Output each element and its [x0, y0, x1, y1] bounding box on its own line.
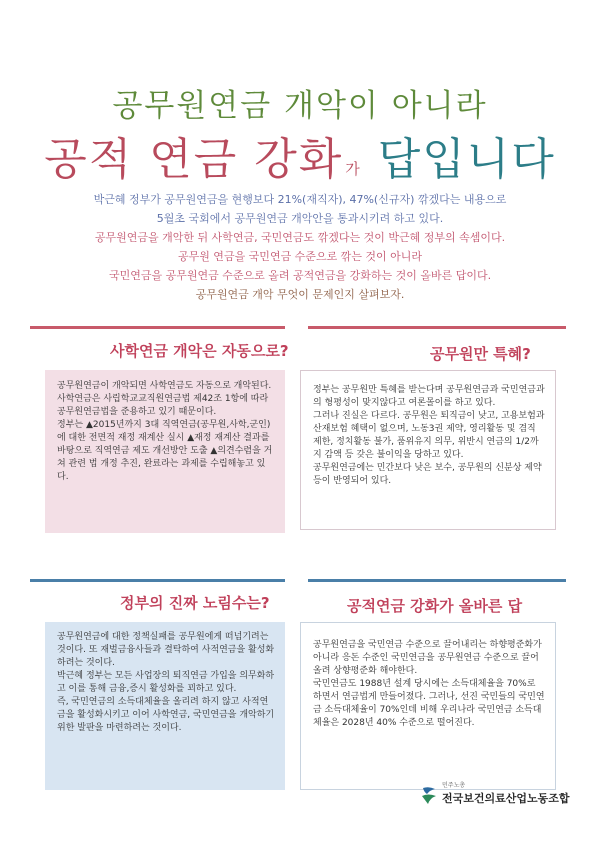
- title-teal-text: 답입니다: [377, 134, 556, 185]
- section-paragraph: 공무원연금을 국민연금 수준으로 끌어내리는 하향평준화가 아니라 응돈 수준인 국민연금을 공무원연금 수준으로 끌어올려 상향평준화 해야한다.: [313, 640, 542, 676]
- section-paragraph: 정부는 공무원만 특혜를 받는다며 공무원연금과 국민연금과의 형평성이 맞지않다고 여론몰이를 하고 있다.: [313, 385, 545, 408]
- intro-line: 박근혜 정부가 공무원연금을 현행보다 21%(재직자), 47%(신규자) 깎겠다는 내용으로: [93, 193, 507, 206]
- section-paragraph: 사학연금은 사립학교교직원연금법 제42조 1항에 따라 공무원연금법을 준용하고 있기 때문이다.: [57, 394, 269, 417]
- section-box-top-right: [300, 370, 556, 530]
- section-heading-public-pension-answer: 공적연금 강화가 올바른 답: [347, 597, 523, 615]
- intro-line: 공무원 연금을 국민연금 수준으로 깎는 것이 아니라: [177, 250, 423, 263]
- section-box-bottom-right: [300, 622, 556, 790]
- section-paragraph: 정부는 ▲2015년까지 3대 직역연금(공무원,사학,군인)에 대한 전면적 재정 재계산 실시 ▲재정 재계산 결과를 바탕으로 직역연금 제도 개선방안 도출 ▲의견수렴을 거쳐 관련 법 개정 추진, 완료라는 과제를 수립해놓고 있다.: [57, 420, 273, 482]
- intro-line: 공무원연금 개악 무엇이 문제인지 살펴보자.: [195, 288, 405, 301]
- section-paragraph: 박근혜 정부는 모든 사업장의 퇴직연금 가입을 의무화하고 이를 통해 금융,증시 활성화를 꾀하고 있다.: [57, 671, 275, 694]
- section-paragraph: 공무원연금이 개악되면 사학연금도 자동으로 개악된다.: [57, 381, 272, 391]
- divider-bar: [30, 579, 285, 582]
- union-logo-icon: [420, 786, 438, 806]
- divider-bar: [308, 326, 566, 329]
- union-logo: [420, 776, 590, 810]
- title-line-1: 공무원연금 개악이 아니라: [112, 88, 488, 124]
- title-line-2: [0, 123, 600, 187]
- divider-bar: [308, 579, 566, 582]
- title-small-particle: 가: [345, 160, 360, 178]
- intro-line: 5월초 국회에서 공무원연금 개악안을 통과시키려 하고 있다.: [156, 212, 444, 225]
- section-paragraph: 그러나 진실은 다르다. 공무원은 퇴직금이 낮고, 고용보험과 산재보험 혜택이 없으며, 노동3권 제약, 영리활동 및 겸직 제한, 정치활동 불가, 품위유지 의무, 위반시 연금의 1/2까지 감액 등 갖은 불이익을 당하고 있다.: [313, 411, 545, 460]
- divider-bar: [30, 326, 285, 329]
- section-paragraph: 국민연금도 1988년 설계 당시에는 소득대체율을 70%로 하면서 연금법게 만들어졌다. 그러나, 선진 국민들의 국민연금 소득대체율이 70%인데 비해 우리나라 국민연금 소득대체율은 2028년 40% 수준으로 떨어진다.: [313, 679, 545, 728]
- section-heading-private-school-pension: 사학연금 개악은 자동으로?: [110, 342, 289, 360]
- section-paragraph: 공무원연금에 대한 정책실패를 공무원에게 떠넘기려는 것이다. 또 재벌금융사들과 결탁하여 사적연금을 활성화하려는 것이다.: [57, 632, 275, 668]
- section-box-bottom-left: [45, 622, 285, 790]
- intro-line: 공무원연금을 개악한 뒤 사학연금, 국민연금도 깎겠다는 것이 박근혜 정부의 속셈이다.: [94, 231, 506, 244]
- section-heading-civil-servant-privilege: 공무원만 특혜?: [430, 345, 531, 363]
- section-box-top-left: [45, 370, 285, 533]
- section-heading-government-intent: 정부의 진짜 노림수는?: [120, 594, 270, 612]
- section-paragraph: 공무원연금에는 민간보다 낮은 보수, 공무원의 신분상 제약 등이 반영되어 있다.: [313, 463, 542, 486]
- logo-union-name: 전국보건의료산업노동조합: [442, 792, 570, 805]
- intro-line: 국민연금을 공무원연금 수준으로 올려 공적연금을 강화하는 것이 올바른 답이다.: [108, 269, 492, 282]
- section-paragraph: 즉, 국민연금의 소득대체율을 올리려 하지 않고 사적연금을 활성화시키고 이어 사학연금, 국민연금을 개악하기 위한 발판을 마련하려는 것이다.: [57, 697, 275, 733]
- logo-affiliation: 민주노총: [442, 782, 466, 789]
- title-red-text: 공적 연금 강화: [44, 134, 344, 185]
- intro-text: [40, 190, 560, 304]
